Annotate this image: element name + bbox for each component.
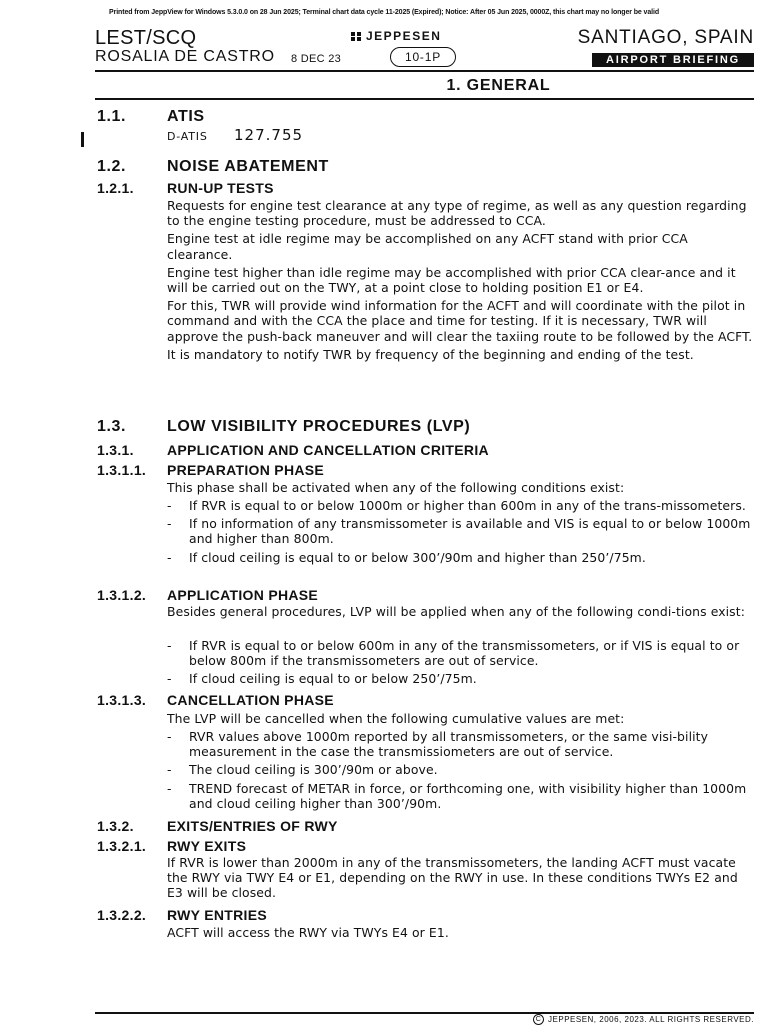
- subsection-number: 1.3.1.3.: [97, 692, 147, 708]
- list-item: - If cloud ceiling is equal to or below 300’/90m and higher than 250’/75m.: [167, 549, 646, 565]
- chart-type-badge: AIRPORT BRIEFING: [592, 53, 754, 67]
- application-list: [167, 638, 757, 690]
- subsection-heading-rwy-entries: RWY ENTRIES: [167, 907, 268, 923]
- subsection-number: 1.3.1.2.: [97, 587, 147, 603]
- subsection-number: 1.3.1.: [97, 442, 134, 458]
- cancellation-list: [167, 729, 757, 814]
- paragraph: Besides general procedures, LVP will be applied when any of the following condi-tions exist:: [167, 604, 745, 619]
- change-bar: [81, 132, 84, 147]
- jeppesen-logo-icon: [351, 32, 362, 41]
- list-item-text: RVR values above 1000m reported by all transmissometers, or the same visi-bility measurement in the case the transmissiometers are out of service.: [189, 729, 709, 760]
- copyright: [533, 1014, 754, 1025]
- subsection-number: 1.3.2.1.: [97, 838, 147, 854]
- list-item-text: If RVR is equal to or below 600m in any of the transmissometers, or if VIS is equal to or below 800m if the transmissometers are out of service.: [189, 638, 740, 669]
- list-item: - The cloud ceiling is 300’/90m or above.: [167, 762, 438, 778]
- list-item: - If RVR is equal to or below 600m in any of the transmissometers, or if VIS is equal to or below 800m if the transmissometers are out of service.: [167, 638, 740, 669]
- preparation-intro: [167, 480, 757, 498]
- list-item: - TREND forecast of METAR in force, or forthcoming one, with visibility higher than 1000m and cloud ceiling higher than 300’/90m.: [167, 780, 747, 811]
- subsection-heading-application: APPLICATION PHASE: [167, 587, 319, 603]
- airport-name: ROSALIA DE CASTRO: [95, 48, 275, 65]
- copyright-text: JEPPESEN, 2006, 2023. ALL RIGHTS RESERVED.: [548, 1015, 754, 1024]
- subsection-heading-rwy-exits: RWY EXITS: [167, 838, 247, 854]
- rwy-exits-text: [167, 855, 757, 904]
- chart-date: 8 DEC 23: [291, 53, 342, 65]
- list-item-text: If cloud ceiling is equal to or below 250’/75m.: [189, 671, 477, 687]
- paragraph: For this, TWR will provide wind information for the ACFT and will coordinate with the pilot in command and with the CCA the place and time for testing. If it is necessary, TWR will approve the push-back maneuver and will clear the taxiing route to be followed by the ACFT.: [167, 298, 753, 344]
- section-divider: [95, 98, 754, 100]
- header-divider: [95, 70, 754, 72]
- list-item-text: If no information of any transmissometer is available and VIS is equal to or below 1000m and higher than 800m.: [189, 516, 751, 547]
- cancellation-intro: [167, 711, 757, 729]
- paragraph: Engine test higher than idle regime may be accomplished with prior CCA clear-ance and it will be carried out on the TWY, at a point close to holding position E1 or E4.: [167, 264, 736, 296]
- subsection-number: 1.3.2.: [97, 818, 134, 834]
- section-number: 1.1.: [97, 108, 127, 125]
- section-title-text: 1. GENERAL: [446, 77, 551, 94]
- subsection-number: 1.3.2.2.: [97, 907, 147, 923]
- list-item: - If RVR is equal to or below 1000m or higher than 600m in any of the trans-missometers.: [167, 498, 746, 513]
- application-intro: [167, 604, 757, 622]
- preparation-list: [167, 498, 757, 568]
- city-name: SANTIAGO, SPAIN: [577, 27, 754, 48]
- paragraph: Requests for engine test clearance at any type of regime, as well as any question regarding to the engine testing procedure, must be addressed to CCA.: [167, 198, 747, 229]
- section-heading-lvp: LOW VISIBILITY PROCEDURES (LVP): [167, 418, 471, 435]
- airport-icao: LEST/SCQ: [95, 27, 197, 49]
- copyright-icon: C: [533, 1014, 544, 1025]
- subsection-heading-preparation: PREPARATION PHASE: [167, 462, 325, 478]
- jeppesen-logo: [351, 29, 441, 43]
- list-item-text: If cloud ceiling is equal to or below 300’/90m and higher than 250’/75m.: [189, 549, 646, 565]
- section-number: 1.3.: [97, 418, 127, 435]
- list-item: - If no information of any transmissometer is available and VIS is equal to or below 1000m and higher than 800m.: [167, 516, 751, 547]
- list-item-text: The cloud ceiling is 300’/90m or above.: [189, 762, 438, 778]
- paragraph: It is mandatory to notify TWR by frequency of the beginning and ending of the test.: [167, 346, 694, 362]
- list-item: - RVR values above 1000m reported by all transmissometers, or the same visi-bility measurement in the case the transmissiometers are out of service.: [167, 729, 709, 760]
- paragraph: ACFT will access the RWY via TWYs E4 or E1.: [167, 925, 449, 940]
- section-number: 1.2.: [97, 158, 127, 175]
- atis-label: D-ATIS: [167, 130, 208, 143]
- rwy-entries-text: [167, 925, 757, 943]
- chart-number: 10-1P: [390, 47, 456, 67]
- jeppesen-brand-text: JEPPESEN: [366, 29, 442, 43]
- list-item-text: TREND forecast of METAR in force, or forthcoming one, with visibility higher than 1000m and cloud ceiling higher than 300’/90m.: [189, 780, 747, 811]
- subsection-heading-runup: RUN-UP TESTS: [167, 180, 274, 196]
- subsection-number: 1.2.1.: [97, 180, 134, 196]
- subsection-number: 1.3.1.1.: [97, 462, 147, 478]
- runup-text: [167, 198, 757, 365]
- list-item-text: If RVR is equal to or below 1000m or higher than 600m in any of the trans-missometers.: [189, 498, 746, 513]
- subsection-heading-cancellation: CANCELLATION PHASE: [167, 692, 334, 708]
- paragraph: This phase shall be activated when any of the following conditions exist:: [167, 480, 625, 495]
- section-heading-atis: ATIS: [167, 108, 205, 125]
- list-item: - If cloud ceiling is equal to or below 250’/75m.: [167, 671, 477, 687]
- paragraph: The LVP will be cancelled when the following cumulative values are met:: [167, 711, 625, 726]
- subsection-heading-exits-entries: EXITS/ENTRIES OF RWY: [167, 818, 338, 834]
- atis-frequency: 127.755: [234, 126, 304, 144]
- paragraph: If RVR is lower than 2000m in any of the transmissometers, the landing ACFT must vacate the RWY via TWY E4 or E1, depending on the RWY in use. In these conditions TWYs E2 and E3 will be closed.: [167, 855, 738, 901]
- section-title: [95, 77, 754, 95]
- subsection-heading-criteria: APPLICATION AND CANCELLATION CRITERIA: [167, 442, 489, 458]
- paragraph: Engine test at idle regime may be accomplished on any ACFT stand with prior CCA clearance.: [167, 231, 688, 262]
- print-notice: Printed from JeppView for Windows 5.3.0.0 on 28 Jun 2025; Terminal chart data cycle 11-2025 (Expired); Notice: After 05 Jun 2025, 0000Z, this chart may no longer be valid: [109, 9, 659, 16]
- section-heading-noise: NOISE ABATEMENT: [167, 158, 329, 175]
